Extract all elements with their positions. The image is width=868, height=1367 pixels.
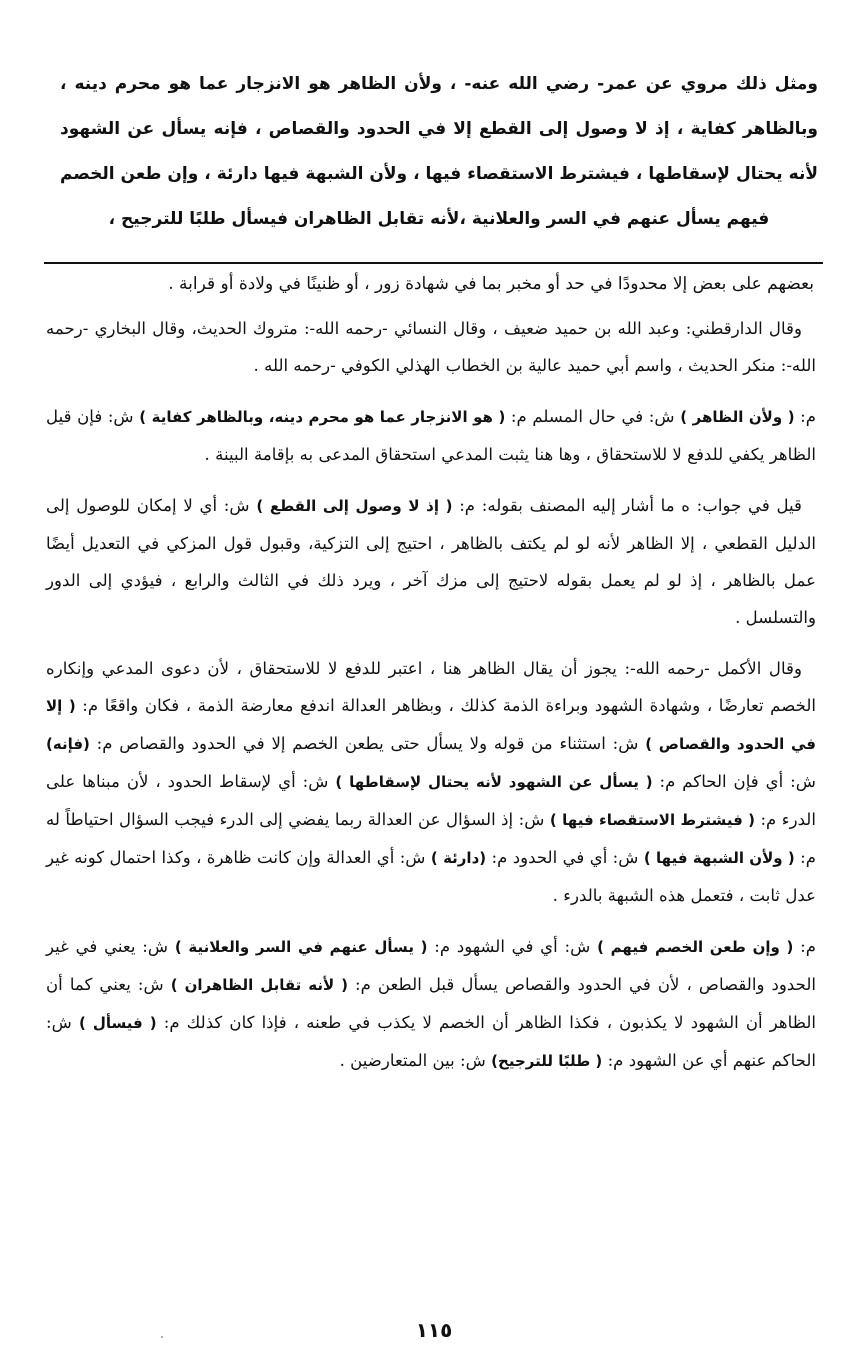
page-number: ١١٥ [415,1318,453,1342]
commentary-paragraph-1: وقال الدارقطني: وعبد الله بن حميد ضعيف ، وقال النسائي -رحمه الله-: متروك الحديث، وقال البخاري -رحمه الله-: منكر الحديث ، واسم أبي حميد عالية بن الخطاب الهذلي الكوفي -رحمه الله . [46,319,816,375]
scan-speck [161,1336,163,1338]
commentary-paragraph-4: وقال الأكمل -رحمه الله-: يجوز أن يقال الظاهر هنا ، اعتبر للدفع لا للاستحقاق ، لأن دعوى المدعي وإنكاره الخصم تعارضًا ، وشهادة الشهود وبراءة الذمة كذلك ، وبظاهر العدالة اندفع معارضة الذمة ، فكان واقعًا م: ( إلا في الحدود والقصاص ) ش: استثناء من قوله ولا يسأل حتى يطعن الخصم إلا في الحدود والقصاص م: (فإنه) ش: أي فإن الحاكم م: ( يسأل عن الشهود لأنه يحتال لإسقاطها ) ش: أي لإسقاط الحدود ، لأن مبناها على الدرء م: ( فيشترط الاستقصاء فيها ) ش: إذ السؤال عن العدالة ربما يفضي إلى الدرء فيجب السؤال احتياطاً له م: ( ولأن الشبهة فيها ) ش: أي في الحدود م: (دارئة ) ش: أي العدالة وإن كانت ظاهرة ، وكذا احتمال كونه غير عدل ثابت ، فتعمل هذه الشبهة بالدرء . [46,659,816,905]
commentary-paragraph-5: م: ( وإن طعن الخصم فيهم ) ش: أي في الشهود م: ( يسأل عنهم في السر والعلانية ) ش: يعني في غير الحدود والقصاص ، لأن في الحدود والقصاص يسأل قبل الطعن م: ( لأنه تقابل الظاهران ) ش: يعني كما أن الظاهر أن الشهود لا يكذبون ، فكذا الظاهر أن الخصم لا يكذب في طعنه ، فإذا كان كذلك م: ( فيسأل ) ش: الحاكم عنهم أي عن الشهود م: ( طلبًا للترجيح) ش: بين المتعارضين . [46,937,817,1070]
commentary-paragraph-3: قيل في جواب: ه ما أشار إليه المصنف بقوله: م: ( إذ لا وصول إلى القطع ) ش: أي لا إمكان للوصول إلى الدليل القطعي ، إلا الظاهر لأنه لو لم يكتف بالظاهر ، احتيج إلى التزكية، وقبول قول المزكي في التعديل أيضًا عمل بالظاهر ، إذ لو لم يعمل بقوله لاحتيج إلى مزك آخر ، ويرد ذلك في الثالث والرابع ، فيؤدي إلى الدور والتسلسل . [46,496,816,627]
footnote-continuation: بعضهم على بعض إلا محدودًا في حد أو مخبر بما في شهادة زور ، أو ظنينًا في ولادة أو قرابة . [168,274,814,294]
commentary-paragraph-2: م: ( ولأن الظاهر ) ش: في حال المسلم م: ( هو الانزجار عما هو محرم دينه، وبالظاهر كفاية ) ش: فإن قيل الظاهر يكفي للدفع لا للاستحقاق ، وها هنا يثبت المدعي استحقاق المدعى به بإقامة البينة . [46,407,817,464]
commentary [46,310,816,1094]
footnote-separator [44,262,823,264]
main-text: ومثل ذلك مروي عن عمر- رضي الله عنه- ، ولأن الظاهر هو الانزجار عما هو محرم دينه ، وبالظاهر كفاية ، إذ لا وصول إلى القطع إلا في الحدود والقصاص ، فإنه يسأل عن الشهود لأنه يحتال لإسقاطها ، فيشترط الاستقصاء فيها ، ولأن الشبهة فيها دارئة ، وإن طعن الخصم فيهم يسأل عنهم في السر والعلانية ،لأنه تقابل الظاهران فيسأل طلبًا للترجيح ، [60,74,818,229]
